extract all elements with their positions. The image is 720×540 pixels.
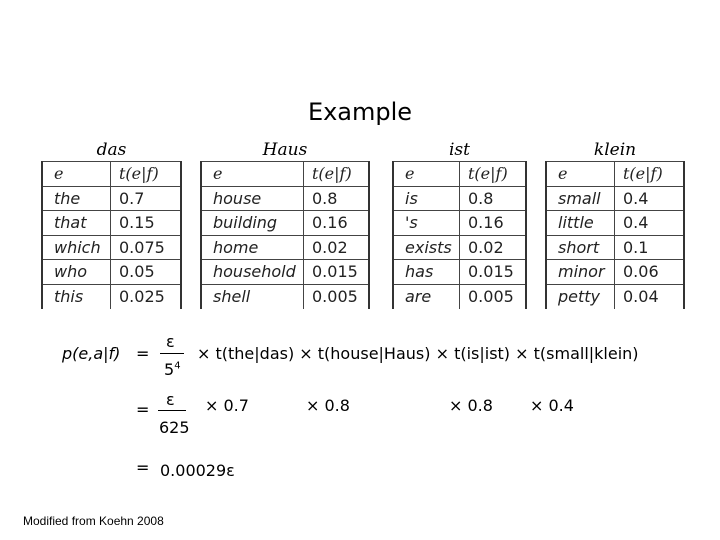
fraction-numerator: ε — [166, 332, 175, 351]
source-citation: Modified from Koehn 2008 — [23, 514, 164, 528]
cell-word: minor — [547, 260, 615, 284]
cell-word: house — [202, 187, 304, 211]
col-t-header: t(e|f) — [623, 164, 663, 183]
cell-prob: 0.005 — [468, 286, 514, 306]
cell-prob: 0.7 — [119, 188, 145, 208]
table-row — [394, 211, 525, 236]
factor-value: × 0.8 — [306, 396, 350, 415]
table-ist — [392, 139, 527, 309]
table-column-header-row — [202, 161, 368, 187]
table-header-word: das — [96, 140, 127, 160]
table-header-word: Haus — [262, 140, 308, 160]
cell-prob: 0.015 — [312, 262, 358, 282]
table-row — [43, 260, 180, 285]
table-grid — [41, 161, 182, 309]
cell-word: which — [43, 236, 111, 260]
cell-word: this — [43, 285, 111, 309]
cell-word: little — [547, 211, 615, 235]
table-grid — [200, 161, 370, 309]
cell-word: home — [202, 236, 304, 260]
cell-prob: 0.15 — [119, 213, 155, 233]
col-e-header: e — [394, 162, 460, 186]
cell-prob: 0.8 — [468, 188, 494, 208]
table-row — [547, 187, 683, 212]
cell-word: has — [394, 260, 460, 284]
cell-prob: 0.02 — [468, 237, 504, 257]
fraction-numerator: ε — [166, 390, 175, 409]
cell-word: exists — [394, 236, 460, 260]
cell-prob: 0.4 — [623, 213, 649, 233]
col-t-header: t(e|f) — [312, 164, 352, 183]
table-row — [547, 285, 683, 309]
cell-word: are — [394, 285, 460, 309]
factor-value: × 0.4 — [530, 396, 574, 415]
table-row — [547, 260, 683, 285]
cell-prob: 0.4 — [623, 188, 649, 208]
table-row — [202, 236, 368, 261]
col-t-header: t(e|f) — [468, 164, 508, 183]
table-column-header-row — [547, 161, 683, 187]
slide-title: Example — [307, 98, 413, 126]
factor-value: × 0.8 — [449, 396, 493, 415]
cell-word: who — [43, 260, 111, 284]
table-row — [394, 187, 525, 212]
table-header-word: ist — [449, 140, 470, 160]
table-haus — [200, 139, 370, 309]
cell-word: shell — [202, 285, 304, 309]
cell-prob: 0.05 — [119, 262, 155, 282]
cell-prob: 0.015 — [468, 262, 514, 282]
table-column-header-row — [43, 161, 180, 187]
cell-word: the — [43, 187, 111, 211]
cell-prob: 0.02 — [312, 237, 348, 257]
col-t-header: t(e|f) — [119, 164, 159, 183]
table-grid — [392, 161, 527, 309]
fraction-denominator — [164, 360, 181, 379]
equation-result: 0.00029ε — [160, 461, 235, 480]
cell-prob: 0.025 — [119, 286, 165, 306]
cell-prob: 0.16 — [312, 213, 348, 233]
table-row — [202, 211, 368, 236]
table-row — [43, 285, 180, 309]
fraction-bar — [158, 410, 186, 411]
table-column-header-row — [394, 161, 525, 187]
table-row — [202, 285, 368, 309]
cell-prob: 0.04 — [623, 286, 659, 306]
cell-prob: 0.005 — [312, 286, 358, 306]
table-row — [43, 187, 180, 212]
cell-prob: 0.075 — [119, 237, 165, 257]
denominator-exponent: 4 — [174, 360, 181, 372]
table-row — [394, 236, 525, 261]
cell-word: building — [202, 211, 304, 235]
table-row — [547, 211, 683, 236]
equation-lhs: p(e,a|f) — [62, 344, 121, 363]
table-klein — [545, 139, 685, 309]
table-header-word: klein — [593, 140, 637, 160]
cell-prob: 0.16 — [468, 213, 504, 233]
table-row — [43, 236, 180, 261]
fraction-bar — [160, 353, 184, 354]
factor-value: × 0.7 — [205, 396, 249, 415]
col-e-header: e — [547, 162, 615, 186]
cell-word: petty — [547, 285, 615, 309]
equals-sign: = — [136, 458, 150, 477]
table-das — [41, 139, 182, 309]
table-row — [394, 285, 525, 309]
cell-word: that — [43, 211, 111, 235]
cell-word: is — [394, 187, 460, 211]
equals-sign: = — [136, 400, 150, 419]
table-row — [202, 260, 368, 285]
cell-prob: 0.06 — [623, 262, 659, 282]
fraction-denominator: 625 — [159, 418, 190, 437]
col-e-header: e — [202, 162, 304, 186]
cell-word: household — [202, 260, 304, 284]
table-row — [547, 236, 683, 261]
cell-prob: 0.1 — [623, 237, 649, 257]
table-row — [394, 260, 525, 285]
translation-product: × t(the|das) × t(house|Haus) × t(is|ist) × t(small|klein) — [197, 344, 639, 363]
cell-word: small — [547, 187, 615, 211]
col-e-header: e — [43, 162, 111, 186]
table-row — [43, 211, 180, 236]
cell-prob: 0.8 — [312, 188, 338, 208]
cell-word: 's — [394, 211, 460, 235]
equals-sign: = — [136, 344, 150, 363]
denominator-base: 5 — [164, 360, 175, 379]
table-row — [202, 187, 368, 212]
table-grid — [545, 161, 685, 309]
cell-word: short — [547, 236, 615, 260]
